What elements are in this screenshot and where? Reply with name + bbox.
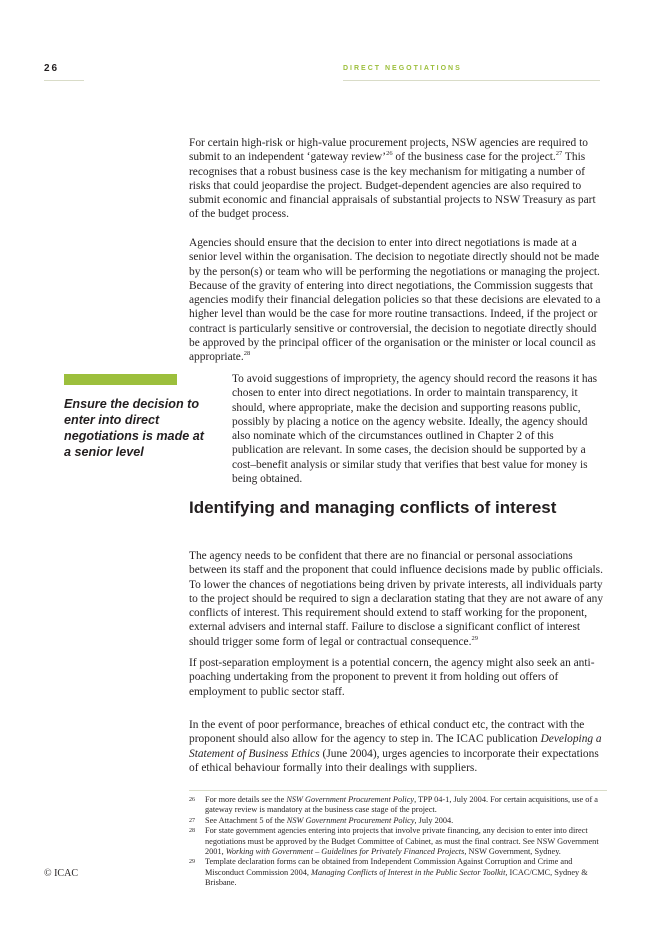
paragraph-text: of the business case for the project. [392,151,556,164]
footnote [189,826,607,857]
header-rule-left [44,80,84,81]
paragraph-record-reasons [232,372,607,486]
header-rule-right [343,80,600,81]
paragraph-text: This recognises that a robust business case is the key mechanism for mitigating a number of risks that could jeopardise the project. Budget-dependent agencies are also required to submit economic and financial appraisals of substantial projects to NSW Treasury as part of the budget process. [189,151,596,221]
footnote-number: 29 [189,859,195,866]
paragraph-text: To avoid suggestions of impropriety, the agency should record the reasons it has chosen to enter into direct negotiations. In order to maintain transparency, it should, where appropriate, make the decision and supporting reasons public, possibly by placing a notice on the agency website. Ideally, the agency should also nominate which of the circumstances outlined in Chapter 2 of this publication are relevant. In some cases, the decision should be supported by a cost–benefit analysis or similar study that verifies that best value for money is being obtained. [232,373,598,486]
paragraph-text: Agencies should ensure that the decision to enter into direct negotiations is made at a senior level within the organisation. The decision to negotiate directly should not be made by the person(s) or team who will be performing the negotiations or managing the project. Because of the gravity of entering into direct negotiations, the Commission suggests that agencies modify their financial delegation policies so that these decisions are elevated to a higher level than would be the case for more routine transactions. Indeed, if the project or contract is particularly sensitive or controversial, the decision to negotiate directly should be approved by the principal officer of the organisation or the minister or local council as appropriate. [189,237,601,364]
footnote-number: 26 [189,797,195,803]
footnote [189,857,607,888]
paragraph-text: In the event of poor performance, breaches of ethical conduct etc, the contract with the proponent should also allow for the agency to step in. The ICAC publication [189,719,585,746]
footnote-text: For state government agencies entering into projects that involve private financing, any decision to enter into direct negotiations must be approved by the Budget Committee of Cabinet, as must the final contract. See NSW Government 2001, Working with Government – Guidelines for Privately Financed Projects, NSW Government, Sydney. [205,826,599,857]
paragraph-text: For certain high-risk or high-value procurement projects, NSW agencies are required to submit to an independent ‘gateway review’ [189,137,588,164]
footnote-text: See Attachment 5 of the NSW Government Procurement Policy, July 2004. [205,815,454,825]
paragraph-text: The agency needs to be confident that there are no financial or personal associations between its staff and the proponent that could influence decisions made by public officials. To lower the chances of negotiations being driven by private interests, all individuals party to the project should be required to sign a declaration stating that they are not aware of any conflicts of interest. This requirement should extend to staff working for the proponent, external advisers and internal staff. Failure to disclose a significant conflict of interest should trigger some form of legal or contractual consequence. [189,550,604,648]
page-number: 26 [44,63,60,74]
footnote-ref: 28 [243,350,251,358]
copyright-notice: © ICAC [44,868,78,879]
paragraph-poor-performance [189,718,607,775]
pull-quote: Ensure the decision to enter into direct negotiations is made at a senior level [64,397,204,459]
footnote-number: 27 [189,817,195,824]
footnote-number: 28 [189,828,195,835]
footnote-ref: 26 [386,150,393,158]
section-heading: Identifying and managing conflicts of interest [189,498,557,517]
paragraph-text: (June 2004), urges agencies to incorporate their expectations of ethical behaviour formally into their dealings with suppliers. [189,747,599,774]
footnote [189,795,607,816]
footnote-ref: 27 [555,150,563,158]
paragraph-post-separation [189,656,607,699]
paragraph-gateway-review [189,136,607,222]
footnote-text: Template declaration forms can be obtained from Independent Commission Against Corruption and Crime and Misconduct Commission 2004, Managing Conflicts of Interest in the Public Sector Toolkit, ICAC/CMC, Sydney & Brisbane. [205,857,588,888]
footnote [189,816,607,826]
footnote-rule [189,790,607,791]
pull-quote-accent-bar [64,374,177,385]
publication-title: Developing a Statement of Business Ethics [189,733,602,760]
paragraph-text: If post-separation employment is a potential concern, the agency might also seek an anti-poaching undertaking from the proponent to prevent it from holding out offers of employment to public sector staff. [189,657,595,698]
footnotes [189,795,607,889]
running-header-title: DIRECT NEGOTIATIONS [343,65,462,72]
paragraph-conflicts [189,549,607,649]
paragraph-senior-level [189,236,607,365]
footnote-ref: 29 [471,634,478,642]
footnote-text: For more details see the NSW Government Procurement Policy, TPP 04-1, July 2004. For certain acquisitions, use of a gateway review is mandatory at the business case stage of the project. [205,795,598,815]
